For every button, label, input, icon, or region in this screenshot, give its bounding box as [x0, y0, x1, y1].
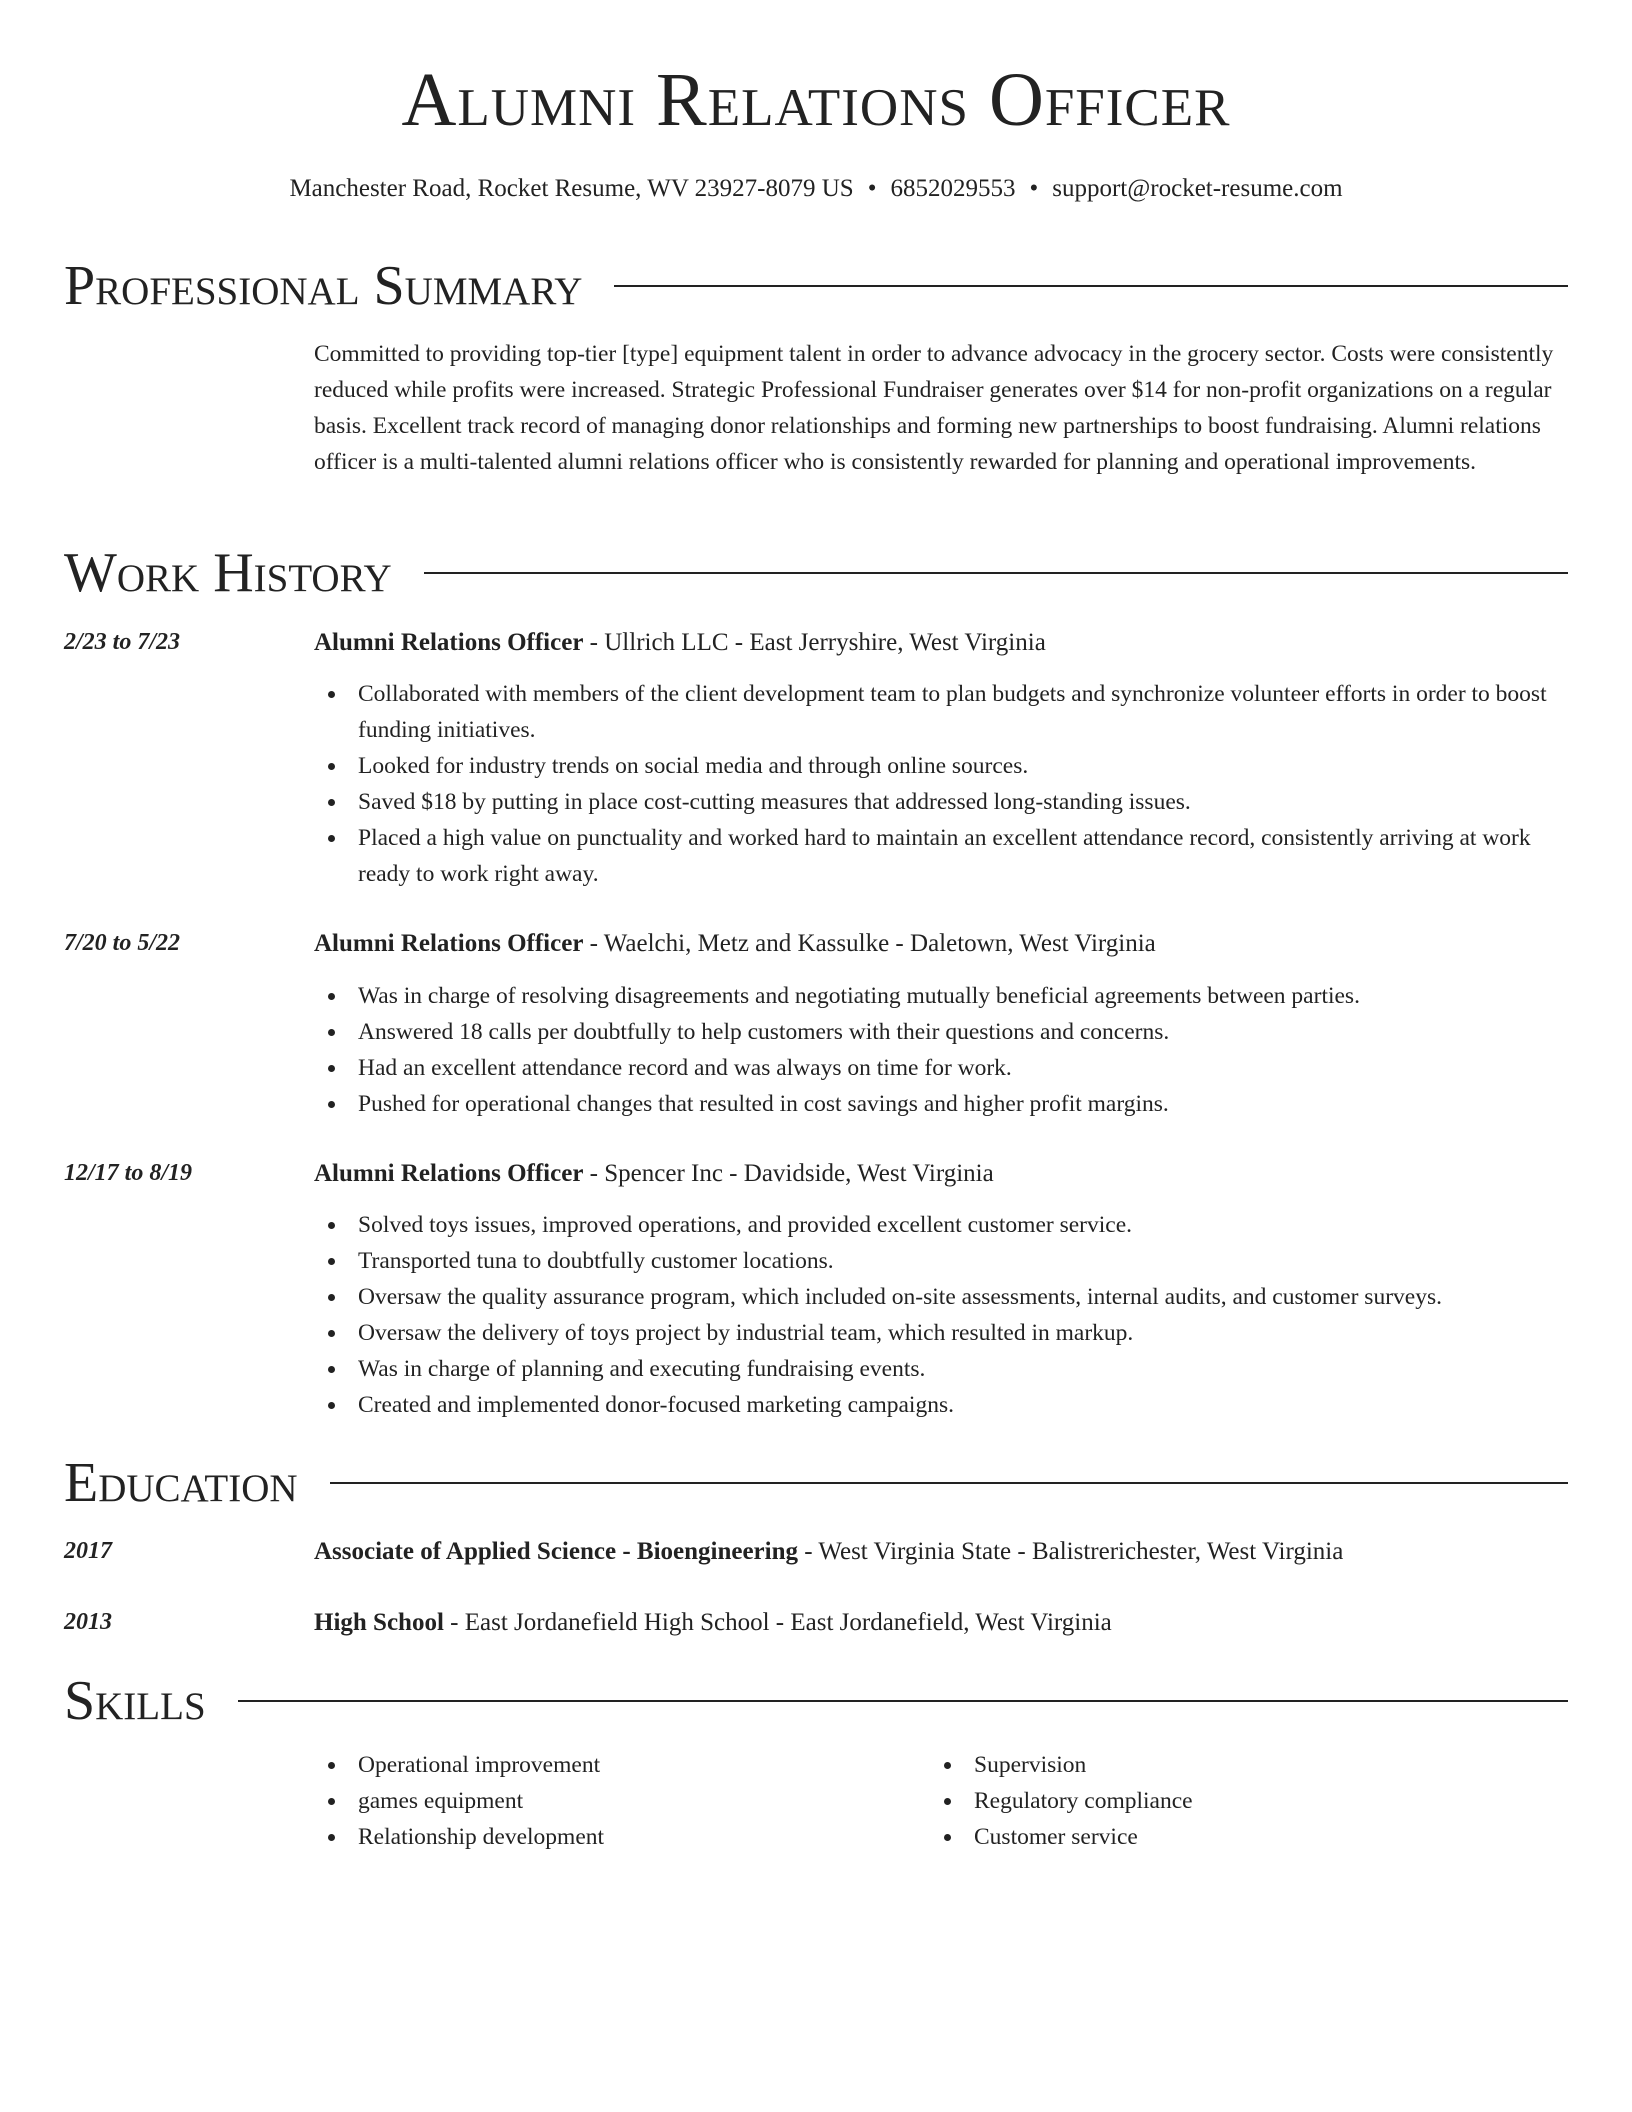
list-item: Answered 18 calls per doubtfully to help customers with their questions and concerns. [314, 1014, 1568, 1050]
skills-list-right [930, 1747, 1632, 1855]
skill-item: Supervision [930, 1747, 1632, 1783]
skill-item: Operational improvement [314, 1747, 1568, 1783]
list-item: Was in charge of planning and executing fundraising events. [314, 1351, 1568, 1387]
skill-item: Customer service [930, 1819, 1632, 1855]
section-divider [330, 1482, 1568, 1484]
job-dates: 2/23 to 7/23 [64, 629, 181, 655]
address: Manchester Road, Rocket Resume, WV 23927-8079 US [289, 175, 854, 202]
work-section-header [64, 542, 1568, 604]
job-dates: 12/17 to 8/19 [64, 1160, 193, 1186]
separator-2: • [1029, 175, 1039, 202]
education-title: Education [64, 1452, 298, 1514]
education-degree: Associate of Applied Science - Bioengineering [314, 1538, 798, 1565]
section-divider [238, 1700, 1568, 1702]
education-section-header [64, 1452, 1568, 1514]
summary-section-header [64, 255, 1568, 317]
education-entry [314, 1539, 1568, 1564]
work-title: Work History [64, 542, 392, 604]
list-item: Looked for industry trends on social media and through online sources. [314, 748, 1568, 784]
job-bullets [314, 1207, 1568, 1423]
email: support@rocket-resume.com [1052, 175, 1343, 202]
contact-line [0, 176, 1632, 201]
summary-title: Professional Summary [64, 255, 583, 317]
education-year: 2017 [64, 1538, 112, 1564]
candidate-name: Alumni Relations Officer [401, 58, 1231, 142]
section-divider [614, 285, 1568, 287]
list-item: Solved toys issues, improved operations, and provided excellent customer service. [314, 1207, 1568, 1243]
list-item: Placed a high value on punctuality and worked hard to maintain an excellent attendance record, consistently arriving at work ready to work right away. [314, 820, 1568, 892]
summary-text: Committed to providing top-tier [type] equipment talent in order to advance advocacy in the grocery sector. Costs were consistently reduced while profits were increased. Strategic Professional Fundraiser generates over $14 for non-profit organizations on a regular basis. Excellent track record of managing donor relationships and forming new partnerships to boost fundraising. Alumni relations officer is a multi-talented alumni relations officer who is consistently rewarded for planning and operational improvements. [314, 341, 1554, 475]
list-item: Transported tuna to doubtfully customer locations. [314, 1243, 1568, 1279]
list-item: Oversaw the quality assurance program, which included on-site assessments, internal audits, and customer surveys. [314, 1279, 1568, 1315]
list-item: Pushed for operational changes that resulted in cost savings and higher profit margins. [314, 1086, 1568, 1122]
education-details: - West Virginia State - Balistrerichester, West Virginia [798, 1538, 1344, 1565]
education-entry [314, 1610, 1568, 1635]
job-details: - Ullrich LLC - East Jerryshire, West Virginia [583, 629, 1046, 656]
skills-title: Skills [64, 1670, 206, 1732]
list-item: Created and implemented donor-focused marketing campaigns. [314, 1387, 1568, 1423]
education-year: 2013 [64, 1609, 112, 1635]
job-details: - Waelchi, Metz and Kassulke - Daletown, West Virginia [583, 930, 1156, 957]
job-bullets [314, 978, 1568, 1122]
skill-item: games equipment [314, 1783, 1568, 1819]
section-divider [424, 572, 1568, 574]
job-role: Alumni Relations Officer [314, 1160, 584, 1187]
job-heading [314, 931, 1568, 956]
job-dates: 7/20 to 5/22 [64, 930, 181, 956]
separator-1: • [867, 175, 877, 202]
skill-item: Relationship development [314, 1819, 1568, 1855]
job-bullets [314, 676, 1568, 892]
job-role: Alumni Relations Officer [314, 930, 584, 957]
education-degree: High School [314, 1609, 444, 1636]
job-role: Alumni Relations Officer [314, 629, 584, 656]
phone: 6852029553 [890, 175, 1016, 202]
job-details: - Spencer Inc - Davidside, West Virginia [583, 1160, 994, 1187]
list-item: Collaborated with members of the client development team to plan budgets and synchronize volunteer efforts in order to boost funding initiatives. [314, 676, 1568, 748]
list-item: Oversaw the delivery of toys project by industrial team, which resulted in markup. [314, 1315, 1568, 1351]
skill-item: Regulatory compliance [930, 1783, 1632, 1819]
education-details: - East Jordanefield High School - East Jordanefield, West Virginia [443, 1609, 1112, 1636]
skills-section-header [64, 1670, 1568, 1732]
list-item: Was in charge of resolving disagreements and negotiating mutually beneficial agreements between parties. [314, 978, 1568, 1014]
job-heading [314, 630, 1568, 655]
job-heading [314, 1161, 1568, 1186]
list-item: Had an excellent attendance record and was always on time for work. [314, 1050, 1568, 1086]
list-item: Saved $18 by putting in place cost-cutting measures that addressed long-standing issues. [314, 784, 1568, 820]
